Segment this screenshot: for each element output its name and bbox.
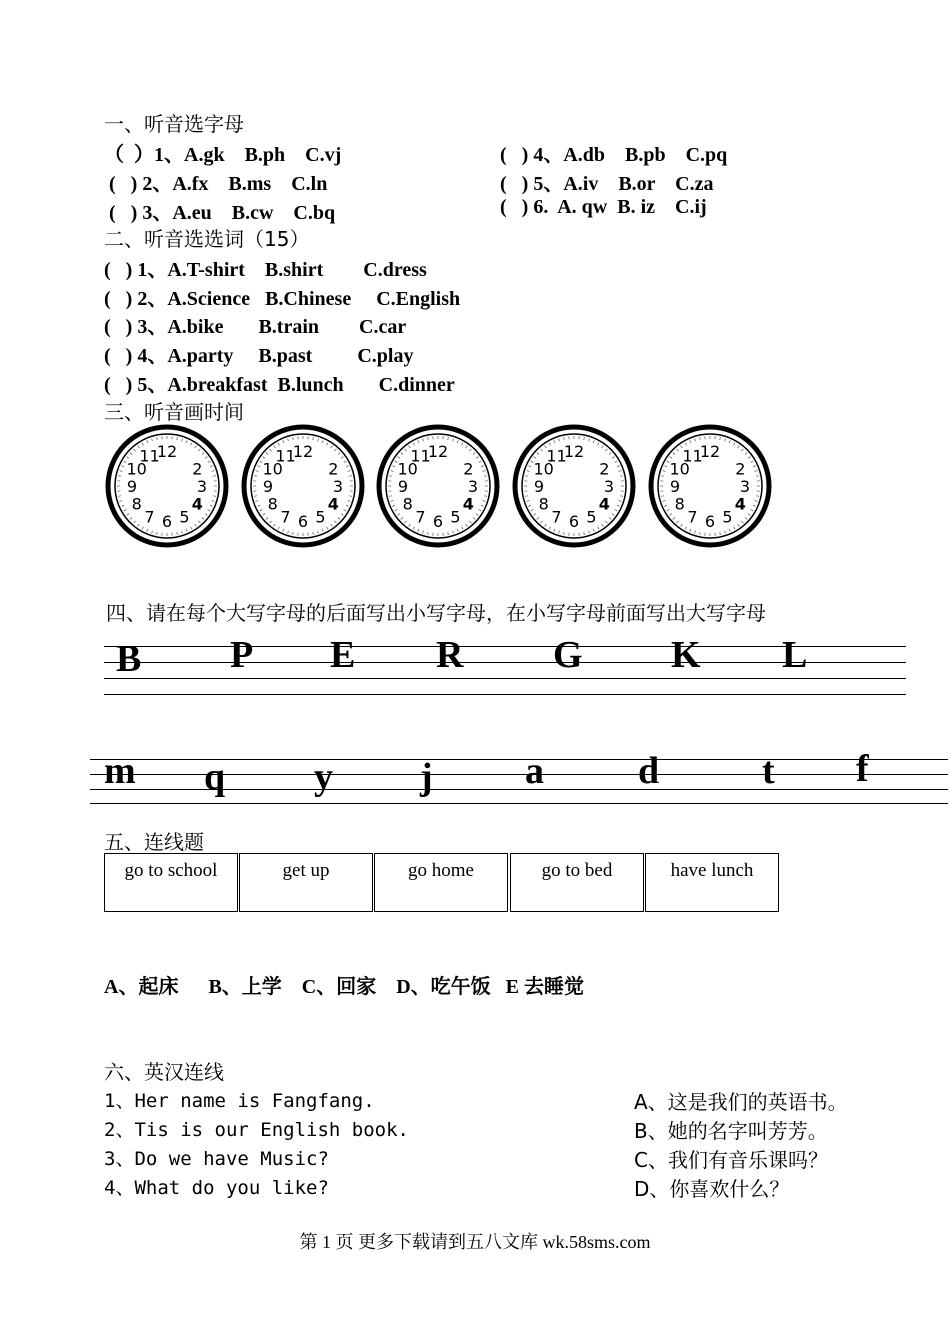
clock-number: 6 [704, 512, 716, 531]
clock-number: 12 [156, 442, 178, 461]
clock-number: 5 [315, 507, 326, 527]
clock-number: 8 [674, 494, 685, 514]
lowercase-letter: q [204, 756, 226, 798]
section2-title: 二、听音选选词（15） [104, 227, 310, 251]
clock-number: 4 [462, 494, 474, 514]
phrase-box-go-home: go home [374, 853, 508, 912]
section4-title: 四、请在每个大写字母的后面写出小写字母，在小写字母前面写出大写字母 [106, 601, 766, 625]
s6-english-2: 2、Tis is our English book. [104, 1119, 409, 1141]
clock-face [645, 421, 775, 551]
clock-number: 6 [161, 512, 173, 531]
clock-number: 2 [599, 459, 610, 479]
clock-number: 6 [568, 512, 580, 531]
clock-number: 12 [427, 442, 449, 461]
lowercase-letter: y [314, 756, 333, 798]
lowercase-letter: d [638, 750, 660, 792]
clock-number: 9 [397, 477, 409, 496]
section1-title: 一、听音选字母 [104, 112, 244, 136]
uppercase-letter: E [330, 634, 356, 676]
clock-number: 7 [144, 507, 155, 527]
clock-face [373, 421, 503, 551]
clock-number: 8 [131, 494, 142, 514]
clock-number: 9 [533, 477, 545, 496]
clock-number: 4 [598, 494, 610, 514]
clock-number: 12 [699, 442, 721, 461]
s6-chinese-c: C、我们有音乐课吗？ [634, 1148, 828, 1172]
clock-number: 3 [332, 477, 344, 496]
lowercase-letter: a [525, 750, 544, 792]
clock-number: 10 [669, 459, 690, 479]
clock-number: 10 [126, 459, 147, 479]
clock-number: 6 [297, 512, 309, 531]
clock-number: 11 [410, 446, 431, 466]
uppercase-letter: G [553, 634, 583, 676]
section6-title: 六、英汉连线 [104, 1060, 224, 1084]
s6-english-4: 4、What do you like? [104, 1177, 329, 1199]
clock-number: 3 [739, 477, 751, 496]
writing-line [90, 803, 948, 804]
s6-chinese-d: D、你喜欢什么？ [634, 1177, 790, 1201]
phrase-box-get-up: get up [239, 853, 373, 912]
s2-question-3: ( ) 3、A.bike B.train C.car [104, 316, 407, 338]
phrase-box-go-to-bed: go to bed [510, 853, 644, 912]
s6-english-1: 1、Her name is Fangfang. [104, 1090, 375, 1112]
writing-line [104, 694, 906, 695]
section5-title: 五、连线题 [104, 830, 204, 854]
clock-number: 12 [292, 442, 314, 461]
clock-number: 11 [275, 446, 296, 466]
s2-question-4: ( ) 4、A.party B.past C.play [104, 345, 414, 367]
clock-number: 3 [603, 477, 615, 496]
writing-line [104, 678, 906, 679]
clock-number: 2 [463, 459, 474, 479]
s6-english-3: 3、Do we have Music? [104, 1148, 329, 1170]
clock-number: 11 [682, 446, 703, 466]
s1-question-1: （ ）1、A.gk B.ph C.vj [104, 144, 342, 166]
clock-number: 10 [262, 459, 283, 479]
clock-number: 10 [397, 459, 418, 479]
clock-face [238, 421, 368, 551]
clock-number: 5 [722, 507, 733, 527]
clock-number: 7 [280, 507, 291, 527]
s6-chinese-a: A、这是我们的英语书。 [634, 1090, 848, 1114]
lowercase-letter: j [420, 756, 433, 798]
clock-number: 12 [563, 442, 585, 461]
clock-number: 9 [262, 477, 274, 496]
clock-number: 8 [402, 494, 413, 514]
phrase-box-have-lunch: have lunch [645, 853, 779, 912]
clock-number: 8 [538, 494, 549, 514]
s1-question-5: ( ) 5、A.iv B.or C.za [500, 173, 714, 195]
section5-options: A、起床 B、上学 C、回家 D、吃午饭 E 去睡觉 [104, 976, 585, 998]
clock-number: 5 [179, 507, 190, 527]
clock-number: 6 [432, 512, 444, 531]
clock-number: 7 [551, 507, 562, 527]
clock-number: 7 [415, 507, 426, 527]
clock-number: 7 [687, 507, 698, 527]
uppercase-letter: R [436, 634, 464, 676]
clock-number: 11 [546, 446, 567, 466]
s1-question-3: ( ) 3、A.eu B.cw C.bq [104, 202, 336, 224]
s6-chinese-b: B、她的名字叫芳芳。 [634, 1119, 828, 1143]
section3-title: 三、听音画时间 [104, 400, 244, 424]
s2-question-5: ( ) 5、A.breakfast B.lunch C.dinner [104, 374, 455, 396]
s1-question-2: ( ) 2、A.fx B.ms C.ln [104, 173, 328, 195]
clock-number: 11 [139, 446, 160, 466]
s2-question-2: ( ) 2、A.Science B.Chinese C.English [104, 288, 461, 310]
lowercase-letter: t [762, 750, 775, 792]
s1-question-6: ( ) 6. A. qw B. iz C.ij [500, 196, 707, 218]
s2-question-1: ( ) 1、A.T-shirt B.shirt C.dress [104, 259, 427, 281]
clock-face [509, 421, 639, 551]
s1-question-4: ( ) 4、A.db B.pb C.pq [500, 144, 728, 166]
clock-number: 4 [327, 494, 339, 514]
uppercase-letter: B [116, 638, 142, 680]
clock-number: 4 [191, 494, 203, 514]
lowercase-letter: f [856, 748, 869, 790]
clock-number: 2 [192, 459, 203, 479]
clock-number: 2 [735, 459, 746, 479]
clock-number: 3 [467, 477, 479, 496]
clock-number: 9 [126, 477, 138, 496]
clock-number: 5 [450, 507, 461, 527]
uppercase-letter: K [671, 634, 701, 676]
clock-number: 9 [669, 477, 681, 496]
lowercase-letter: m [104, 750, 136, 792]
uppercase-letter: P [230, 634, 254, 676]
clock-number: 8 [267, 494, 278, 514]
clock-number: 5 [586, 507, 597, 527]
uppercase-letter: L [782, 634, 808, 676]
phrase-box-go-to-school: go to school [104, 853, 238, 912]
page-footer: 第 1 页 更多下载请到五八文库 wk.58sms.com [299, 1232, 651, 1252]
clock-number: 3 [196, 477, 208, 496]
clock-number: 2 [328, 459, 339, 479]
clock-number: 4 [734, 494, 746, 514]
clock-number: 10 [533, 459, 554, 479]
clock-face [102, 421, 232, 551]
